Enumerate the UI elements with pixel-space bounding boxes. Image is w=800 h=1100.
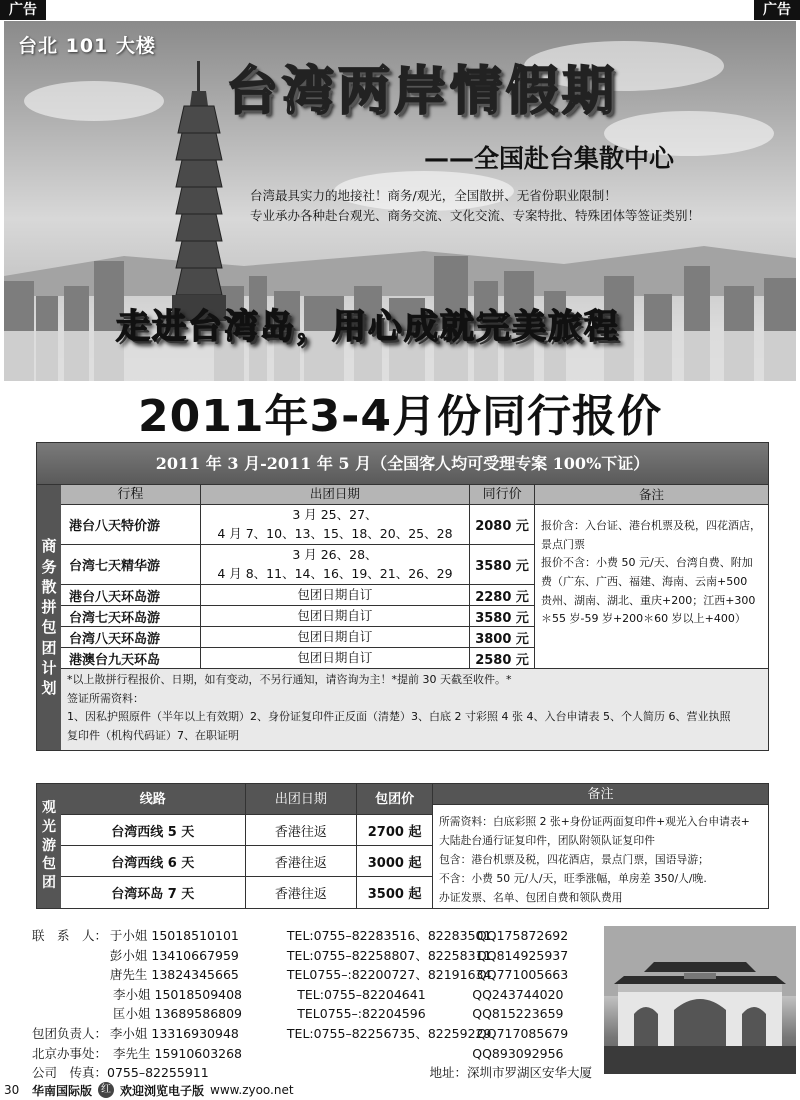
- note-line: 包含：港台机票及税，四花酒店，景点门票，国语导游；: [439, 852, 709, 866]
- hero-description-line-1: 台湾最具实力的地接社！商务/观光，全国散拼、无省份职业限制！: [250, 188, 617, 203]
- date-line: 4 月 8、11、14、16、19、21、26、29: [217, 565, 453, 581]
- contact-row: [32, 926, 592, 946]
- table-row: [61, 877, 432, 908]
- contact-qq: QQ814925937: [476, 947, 569, 963]
- group-notes: [433, 805, 768, 907]
- departure-dates: 包团日期自订: [201, 627, 470, 647]
- note-line: 报价不含：小费 50 元/天、台湾自费、附加: [541, 556, 753, 570]
- contact-name: 彭小姐 13410667959: [109, 947, 239, 963]
- side-char: 光: [42, 818, 56, 835]
- table-row: [61, 648, 534, 669]
- price-notes: [535, 505, 768, 668]
- contact-label: [32, 946, 110, 966]
- departure-dates: 包团日期自订: [201, 606, 470, 626]
- price: 3580 元: [475, 559, 529, 574]
- contact-qq: QQ771005663: [476, 967, 569, 983]
- hero-location-label: 台北 101 大楼: [18, 35, 156, 57]
- section-side-label: [37, 784, 61, 908]
- visa-requirements: [61, 669, 768, 750]
- contact-tel: TEL:0755–82258807、82258311: [286, 947, 492, 963]
- contact-tel: TEL0755–:82204596: [297, 1006, 426, 1022]
- contact-tel: [297, 1044, 472, 1064]
- main-heading: 2011年3-4月份同行报价: [138, 391, 662, 442]
- contact-name: 李小姐 13316930948: [109, 1025, 239, 1041]
- contact-label: [32, 1004, 113, 1024]
- table-title: 2011 年 3 月-2011 年 5 月（全国客人均可受理专案 100%下证）: [37, 443, 768, 485]
- contact-list: [32, 926, 592, 1083]
- date-line: 3 月 25、27、: [292, 507, 378, 523]
- table-row: [61, 627, 534, 648]
- contact-tel: TEL:0755–82256735、82259229: [286, 1025, 492, 1041]
- hero-title: 台湾两岸情假期: [226, 62, 619, 122]
- date-line: 3 月 26、28、: [292, 547, 378, 563]
- ad-tag-left: 广告: [0, 0, 46, 20]
- route-name: 台湾七天环岛游: [61, 606, 201, 626]
- price: 3580 元: [475, 610, 529, 626]
- table-header-row: [61, 485, 534, 505]
- contact-row: [32, 965, 592, 985]
- footer-line: 复印件（机构代码证）7、在职证明: [67, 729, 239, 743]
- contact-label: [32, 965, 110, 985]
- side-char: 包: [42, 856, 56, 873]
- route-name: 港台八天特价游: [61, 505, 201, 544]
- table-row: [61, 815, 432, 846]
- contact-name: 李小姐 15018509408: [113, 986, 243, 1002]
- route-name: 台湾八天环岛游: [61, 627, 201, 647]
- side-char: 包: [41, 618, 57, 637]
- contact-qq: QQ243744020: [472, 986, 564, 1002]
- hero-subtitle: ——全国赴台集散中心: [424, 144, 675, 173]
- price: 2080 元: [475, 519, 529, 534]
- date-line: 4 月 7、10、13、15、18、20、25、28: [217, 525, 453, 541]
- contact-label: [32, 985, 113, 1005]
- route-name: 台湾西线 6 天: [61, 846, 246, 876]
- contact-address: 地址：深圳市罗湖区安华大厦: [429, 1065, 592, 1081]
- price: 2580 元: [475, 652, 529, 668]
- side-char: 计: [41, 658, 57, 677]
- departure: 香港往返: [246, 877, 358, 908]
- contact-name: 于小姐 15018510101: [109, 928, 239, 943]
- table-row: [61, 846, 432, 877]
- route-name: 港台八天环岛游: [61, 585, 201, 605]
- header-date: 出团日期: [201, 485, 470, 504]
- route-name: 台湾西线 5 天: [61, 815, 246, 845]
- note-line: 费（广东、广西、福建、海南、云南+500: [541, 575, 748, 589]
- side-char: 观: [42, 799, 56, 816]
- table-row: [61, 505, 534, 545]
- contact-label: 包团负责人：: [32, 1025, 108, 1041]
- contact-name: 唐先生 13824345665: [109, 967, 239, 983]
- contact-label: 联 系 人：: [32, 928, 108, 943]
- footer-line: *以上散拼行程报价、日期，如有变动，不另行通知，请咨询为主！*提前 30 天截至收件。*: [67, 673, 512, 686]
- hero-slogan: 走进台湾岛，用心成就完美旅程: [116, 307, 620, 347]
- section-side-label: [37, 485, 61, 750]
- contact-label: 北京办事处：: [32, 1045, 108, 1061]
- header-route: 行程: [61, 485, 201, 504]
- contact-name: 匡小姐 13689586809: [113, 1006, 243, 1022]
- table-row: [61, 585, 534, 606]
- side-char: 散: [41, 577, 57, 596]
- contact-row: [32, 1004, 592, 1024]
- note-line: 贵州、湖南、湖北、重庆+200；江西+300: [541, 593, 756, 607]
- page-number: 30: [4, 1083, 20, 1097]
- contact-tel: TEL:0755–82204641: [297, 986, 426, 1002]
- departure-dates: [201, 505, 470, 544]
- contact-qq: QQ717085679: [476, 1025, 569, 1041]
- note-line: ＊55 岁-59 岁+200＊60 岁以上+400）: [541, 612, 746, 626]
- price: 2700 起: [367, 824, 422, 840]
- side-char: 商: [41, 537, 57, 556]
- departure: 香港往返: [246, 815, 358, 845]
- website-link[interactable]: www.zyoo.net: [210, 1083, 294, 1097]
- contact-name: 李先生 15910603268: [113, 1045, 243, 1061]
- note-line: 办证发票、名单、包团自费和领队费用: [439, 890, 623, 904]
- note-line: 报价含：入台证、港台机票及税，四花酒店，: [541, 519, 761, 532]
- contact-row: [32, 985, 592, 1005]
- side-char: 团: [42, 875, 56, 892]
- table-row: [61, 545, 534, 585]
- contact-qq: QQ893092956: [472, 1045, 564, 1061]
- contact-row: [32, 1044, 592, 1064]
- note-line: 不含：小费 50 元/人/天，旺季涨幅，单房差 350/人/晚.: [439, 871, 707, 885]
- departure-dates: [201, 545, 470, 584]
- header-route: 线路: [61, 784, 246, 814]
- departure-dates: 包团日期自订: [201, 648, 470, 668]
- edition-badge: 红: [98, 1082, 114, 1098]
- price: 2280 元: [475, 589, 529, 605]
- note-line: 景点门票: [541, 537, 585, 551]
- edition-name: 华南国际版: [32, 1083, 93, 1098]
- footer-line: 签证所需资料：: [67, 691, 144, 705]
- route-name: 港澳台九天环岛: [61, 648, 201, 668]
- contact-row: [32, 1024, 592, 1044]
- note-line: 大陆赴台通行证复印件，团队附领队证复印件: [439, 833, 655, 847]
- contact-row: [32, 946, 592, 966]
- price: 3500 起: [367, 887, 422, 902]
- header-price: 包团价: [375, 791, 415, 807]
- side-char: 团: [41, 638, 57, 657]
- contact-label: 公司 传真：: [32, 1065, 108, 1081]
- business-tour-price-table: [36, 442, 769, 751]
- footer-line: 1、因私护照原件（半年以上有效期）2、身份证复印件正反面（清楚）3、白底 2 寸彩照 4 张 4、入台申请表 5、个人简历 6、营业执照: [67, 710, 731, 724]
- header-price: 同行价: [482, 486, 522, 502]
- contact-qq: QQ175872692: [476, 928, 569, 943]
- contact-tel: TEL:0755–82283516、82283501: [286, 928, 492, 943]
- header-note: 备注: [535, 485, 768, 505]
- table-row: [61, 606, 534, 627]
- price: 3000 起: [367, 855, 422, 871]
- note-line: 所需资料：白底彩照 2 张+身份证两面复印件+观光入台申请表+: [439, 815, 750, 828]
- sightseeing-group-price-table: [36, 783, 769, 909]
- departure-dates: 包团日期自订: [201, 585, 470, 605]
- side-char: 务: [41, 557, 57, 576]
- website-label: 欢迎浏览电子版: [120, 1083, 205, 1098]
- departure: 香港往返: [246, 846, 358, 876]
- header-note: 备注: [433, 784, 768, 805]
- route-name: 台湾环岛 7 天: [61, 877, 246, 908]
- contact-name: 0755–82255911: [107, 1065, 209, 1081]
- table-header-row: [61, 784, 432, 815]
- contact-tel: TEL0755–:82200727、82191634: [286, 967, 492, 983]
- price: 3800 元: [475, 631, 529, 647]
- side-char: 划: [41, 679, 57, 698]
- memorial-gate-image: [604, 926, 796, 1074]
- route-name: 台湾七天精华游: [61, 545, 201, 584]
- page-footer: [0, 1080, 800, 1100]
- contact-qq: QQ815223659: [472, 1006, 564, 1022]
- header-date: 出团日期: [246, 784, 358, 814]
- side-char: 游: [42, 837, 56, 854]
- hero-description-line-2: 专业承办各种赴台观光、商务交流、文化交流、专案特批、特殊团体等签证类别！: [250, 208, 701, 223]
- memorial-gate-photo: [604, 926, 796, 1074]
- hero-banner: [4, 21, 796, 381]
- side-char: 拼: [41, 598, 57, 617]
- ad-tag-right: 广告: [754, 0, 800, 20]
